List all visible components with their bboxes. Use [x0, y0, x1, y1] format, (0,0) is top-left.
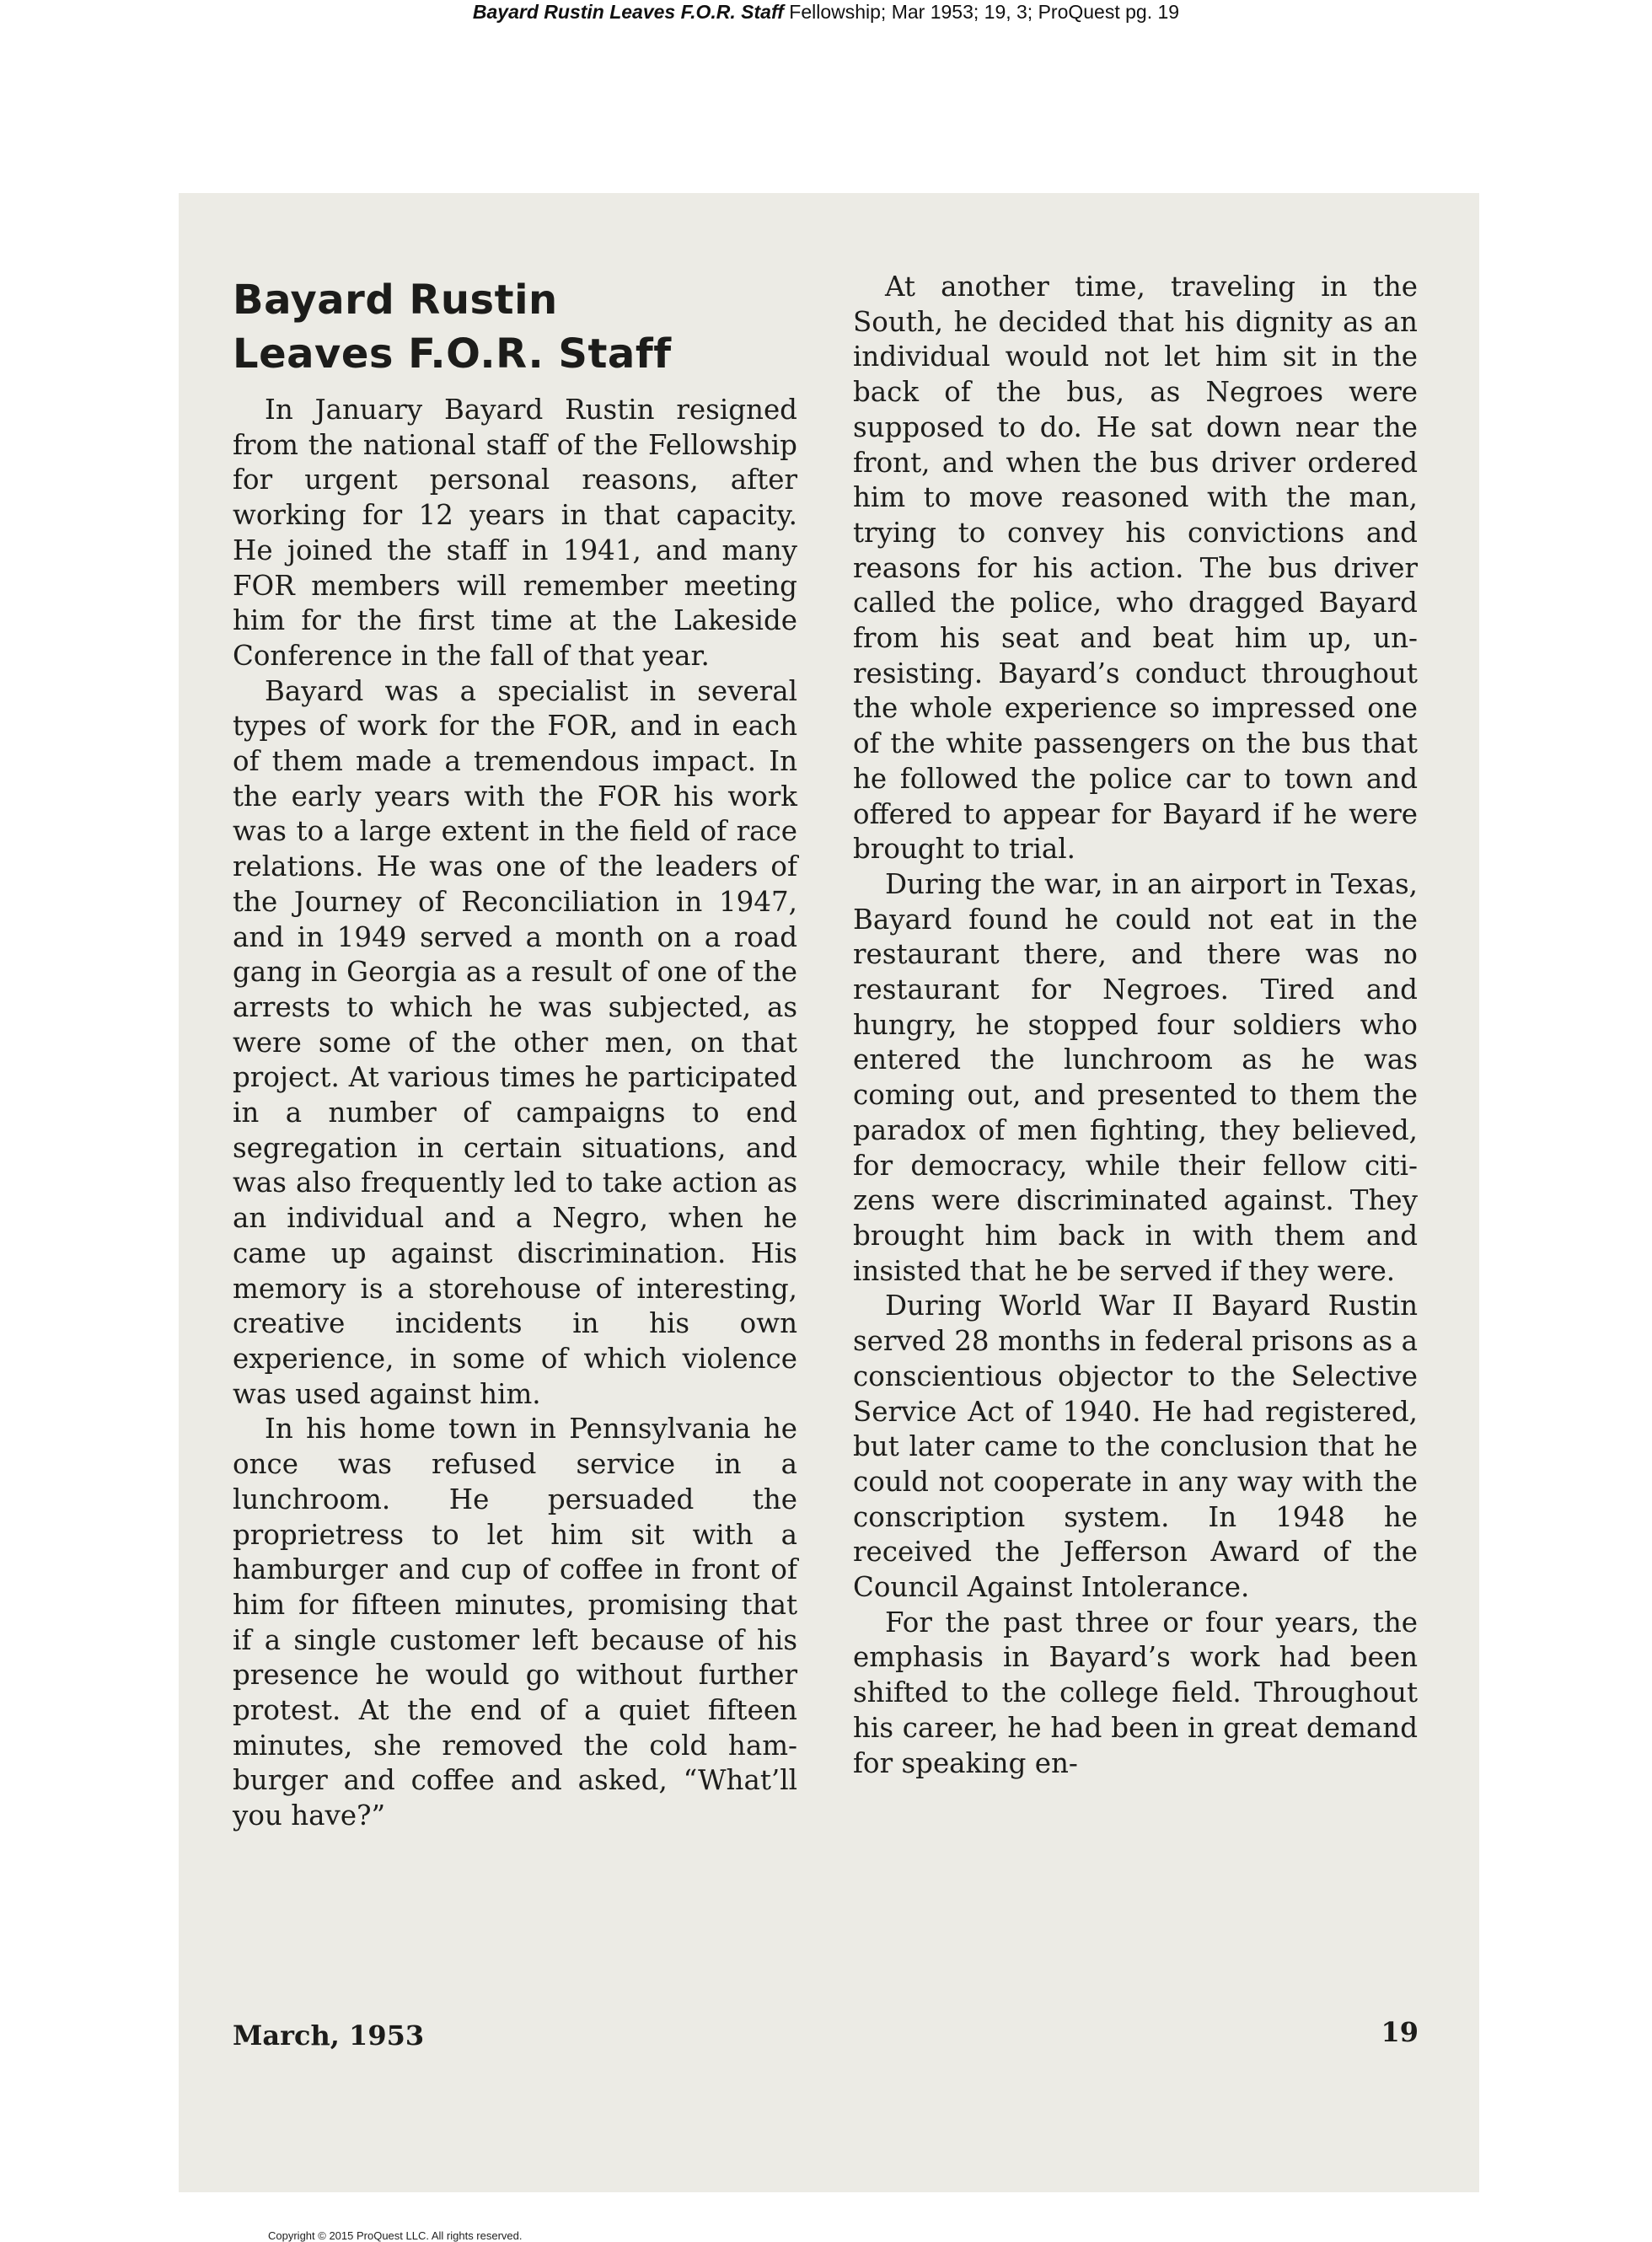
- article-title-line-1: Bayard Rustin: [233, 276, 558, 324]
- page-number: 19: [1381, 2016, 1419, 2048]
- citation-header: [0, 0, 1652, 24]
- paragraph: Bayard was a specialist in several types of work for the FOR, and in each of them made a tremendous impact. In the early years with the FOR his work was to a large extent in the field of race relations. He was one of the leaders of the Journey of Reconciliation in 1947, and in 1949 served a month on a road gang in Georgia as a result of one of the arrests to which he was subjected, as were some of the other men, on that project. At various times he participated in a number of campaigns to end segregation in certain situations, and was also frequently led to take action as an individual and a Negro, when he came up against discrimination. His memory is a storehouse of interesting, creative incidents in his own experience, in some of which violence was used against him.: [233, 674, 797, 1410]
- paragraph: For the past three or four years, the emphasis in Bayard’s work had been shifted to the college field. Throughout his career, he had been in great demand for speaking en-: [853, 1606, 1418, 1779]
- paragraph: In January Bayard Rustin resigned from the national staff of the Fellowship for urgent personal reasons, after working for 12 years in that capacity. He joined the staff in 1941, and many FOR members will remember meeting him for the first time at the Lakeside Conference in the fall of that year.: [233, 394, 797, 672]
- article-title: [233, 273, 705, 381]
- citation-title: Bayard Rustin Leaves F.O.R. Staff: [472, 1, 784, 23]
- citation-source: Fellowship; Mar 1953; 19, 3; ProQuest pg. 19: [789, 1, 1180, 23]
- paragraph: In his home town in Pennsylvania he once was refused service in a lunchroom. He persuaded the proprietress to let him sit with a hamburger and cup of coffee in front of him for fifteen minutes, promising that if a single customer left because of his presence he would go without further protest. At the end of a quiet fifteen minutes, she removed the cold hamburger and coffee and asked, “What’ll you have?”: [233, 1413, 797, 1832]
- paragraph: During the war, in an airport in Texas, Bayard found he could not eat in the restaurant there, and there was no restaurant for Negroes. Tired and hungry, he stopped four soldiers who entered the lunchroom as he was coming out, and presented to them the paradox of men fighting, they believed, for democracy, while their fellow citizens were discriminated against. They brought him back in with them and insisted that he be served if they were.: [853, 867, 1418, 1287]
- copyright-notice: Copyright © 2015 ProQuest LLC. All rights reserved.: [268, 2229, 523, 2242]
- left-column: [233, 393, 797, 1834]
- scanned-page: [179, 193, 1479, 2192]
- right-column: [853, 270, 1418, 1781]
- article-title-line-2: Leaves F.O.R. Staff: [233, 330, 672, 378]
- paragraph: During World War II Bayard Rustin served 28 months in federal prisons as a conscientious objector to the Selective Service Act of 1940. He had registered, but later came to the conclusion that he could not cooperate in any way with the conscription system. In 1948 he received the Jefferson Award of the Council Against Intolerance.: [853, 1290, 1418, 1604]
- issue-date: March, 1953: [233, 2019, 425, 2052]
- paragraph: At another time, traveling in the South, he decided that his dignity as an individual would not let him sit in the back of the bus, as Negroes were supposed to do. He sat down near the front, and when the bus driver ordered him to move reasoned with the man, trying to convey his convictions and reasons for his action. The bus driver called the police, who dragged Bayard from his seat and beat him up, unresisting. Bayard’s conduct throughout the whole experience so impressed one of the white passengers on the bus that he followed the police car to town and offered to appear for Bayard if he were brought to trial.: [853, 271, 1418, 866]
